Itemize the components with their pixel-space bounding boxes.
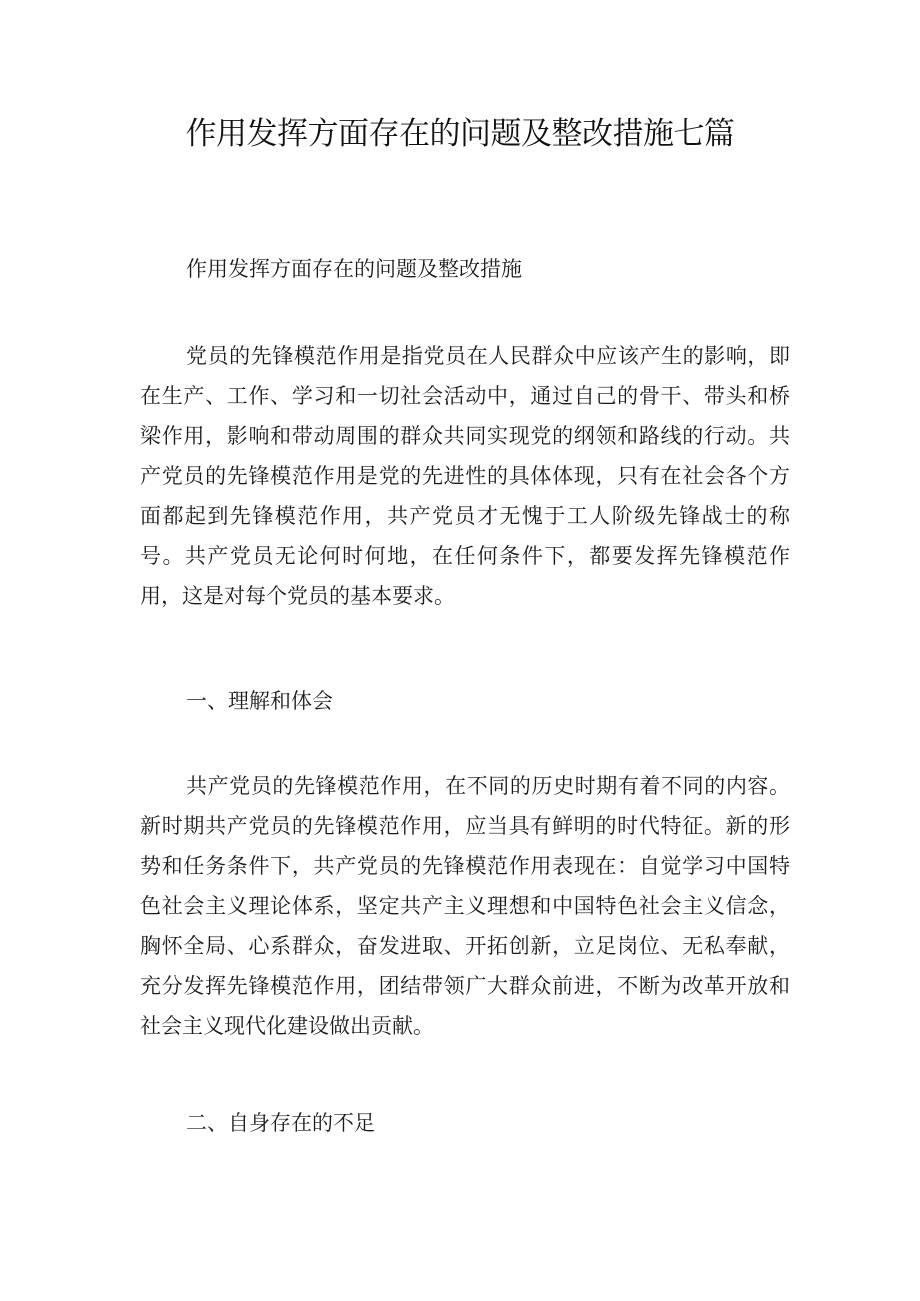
paragraph-intro: 党员的先锋模范作用是指党员在人民群众中应该产生的影响，即在生产、工作、学习和一切社会活动中，通过自己的骨干、带头和桥梁作用，影响和带动周围的群众共同实现党的纲领和路线的行动。共产党员的先锋模范作用是党的先进性的具体体现，只有在社会各个方面都起到先锋模范作用，共产党员才无愧于工人阶级先锋战士的称号。共产党员无论何时何地，在任何条件下，都要发挥先锋模范作用，这是对每个党员的基本要求。 — [140, 344, 790, 608]
section-heading-understanding: 一、理解和体会 — [186, 689, 333, 713]
paragraph-understanding: 共产党员的先锋模范作用，在不同的历史时期有着不同的内容。新时期共产党员的先锋模范作用，应当具有鲜明的时代特征。新的形势和任务条件下，共产党员的先锋模范作用表现在：自觉学习中国特色社会主义理论体系，坚定共产主义理想和中国特色社会主义信念，胸怀全局、心系群众，奋发进取、开拓创新，立足岗位、无私奉献，充分发挥先锋模范作用，团结带领广大群众前进，不断为改革开放和社会主义现代化建设做出贡献。 — [140, 774, 790, 1038]
section-heading-shortcomings: 二、自身存在的不足 — [186, 1111, 375, 1135]
document-title: 作用发挥方面存在的问题及整改措施七篇 — [185, 116, 735, 152]
document-subtitle: 作用发挥方面存在的问题及整改措施 — [186, 257, 522, 281]
